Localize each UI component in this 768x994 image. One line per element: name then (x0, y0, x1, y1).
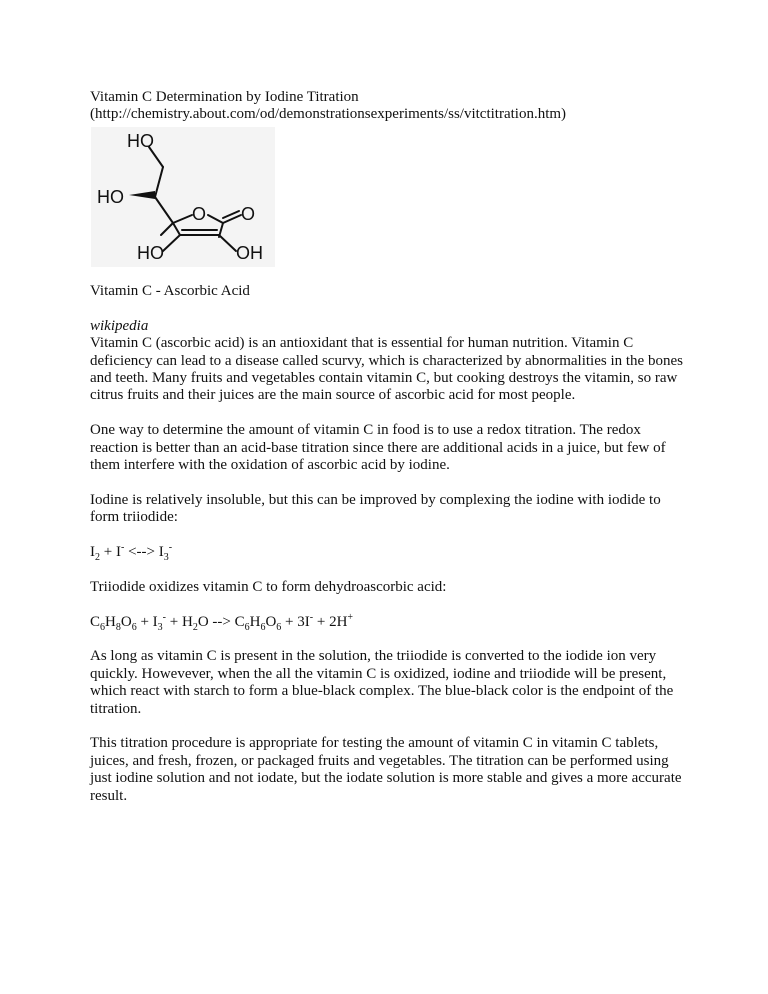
document-body (90, 283, 690, 805)
bond-bottom-oh (219, 235, 236, 251)
document-header (90, 89, 690, 124)
label-ho-bottom: HO (137, 243, 164, 263)
eq2-h-sup: + (347, 611, 354, 623)
eq2-o: O (120, 613, 132, 630)
eq2-h3-sub: 6 (260, 621, 266, 633)
label-oh-bottom: OH (236, 243, 263, 263)
eq2-h2-sub: 2 (192, 621, 198, 633)
label-ho-left: HO (97, 187, 124, 207)
eq2-h-sub: 8 (115, 621, 121, 633)
bond-ch2 (155, 167, 163, 197)
ascorbic-acid-structure (91, 127, 275, 267)
eq2-plus-h2o: + H (166, 613, 193, 630)
eq1-sub-2: 2 (95, 552, 100, 564)
eq1-iodine: I (90, 544, 95, 561)
document-title: Vitamin C Determination by Iodine Titration (90, 89, 359, 105)
eq1-arrow: <--> (124, 544, 159, 561)
eq2-plus-i3: + I (136, 613, 158, 630)
eq2-o3: O (265, 613, 277, 630)
label-o-ring: O (192, 204, 207, 224)
eq2-o-sub: 6 (131, 621, 137, 633)
eq2-c-sub: 6 (100, 621, 106, 633)
label-ho-top: HO (127, 131, 154, 151)
source-label: wikipedia (90, 317, 149, 334)
eq2-arrow-c: O --> C (197, 613, 245, 630)
bond-ring-bottom-left (173, 223, 180, 235)
bond-ring-o-left (173, 215, 192, 223)
eq2-h: H (105, 613, 116, 630)
paragraph-1: Vitamin C (ascorbic acid) is an antioxidant that is essential for human nutrition. Vitamin C deficiency can lead to a disease called scurvy, which is characterized by abnormalities in the bones and teeth. Many fruits and vegetables contain vitamin C, but cooking destroys the vitamin, so raw citrus fruits and their juices are the main source of ascorbic acid for most people. (90, 335, 683, 404)
paragraph-3: Iodine is relatively insoluble, but this can be improved by complexing the iodine with iodide to form triiodide: (90, 491, 661, 526)
equation-1 (90, 542, 690, 564)
figure-caption: Vitamin C - Ascorbic Acid (90, 283, 250, 299)
eq2-i-sub: 3 (157, 621, 163, 633)
eq2-h3: H (249, 613, 261, 630)
eq1-minus: - (120, 542, 125, 554)
label-o-carbonyl: O (241, 204, 256, 224)
bond-ring-o-right (208, 215, 223, 223)
equation-2 (90, 611, 690, 633)
eq2-iodide-sup: - (309, 611, 314, 623)
eq1-plus: + (100, 544, 116, 561)
eq2-c: C (90, 613, 101, 630)
wedge-bond (129, 191, 155, 199)
eq2-c2-sub: 6 (244, 621, 250, 633)
ascorbic-acid-svg (91, 127, 275, 267)
eq1-sub-3: 3 (163, 552, 169, 564)
paragraph-4: Triiodide oxidizes vitamin C to form dehydroascorbic acid: (90, 578, 447, 595)
eq1-minus-3: - (168, 542, 173, 554)
paragraph-5: As long as vitamin C is present in the solution, the triiodide is converted to the iodide ion very quickly. Howevever, when the all the vitamin C is oxidized, iodine and triiodide will be present, which react with starch to form a blue-black complex. The blue-black color is the endpoint of the titration. (90, 648, 674, 717)
paragraph-6: This titration procedure is appropriate for testing the amount of vitamin C in vitamin C tablets, juices, and fresh, frozen, or packaged fruits and vegetables. The titration can be performed using just iodine solution and not iodate, but the iodate solution is more stable and gives a more accurate result. (90, 735, 682, 804)
bond-ring-left (161, 223, 173, 235)
eq2-o3-sub: 6 (276, 621, 282, 633)
eq2-plus-2h: + 2H (313, 613, 348, 630)
eq1-triiodide: I (158, 544, 164, 561)
eq2-plus-3i: + 3I (281, 613, 310, 630)
eq2-i-sup: - (162, 611, 167, 623)
source-url: (http://chemistry.about.com/od/demonstrationsexperiments/ss/vitctitration.htm) (90, 106, 567, 123)
paragraph-2: One way to determine the amount of vitamin C in food is to use a redox titration. The redox reaction is better than an acid-base titration since there are additional acids in a juice, but few of them interfere with the oxidation of ascorbic acid by iodine. (90, 422, 666, 474)
eq1-iodide: I (115, 544, 121, 561)
bond-bottom-ho (163, 235, 180, 251)
bond-ring-link (155, 197, 173, 223)
